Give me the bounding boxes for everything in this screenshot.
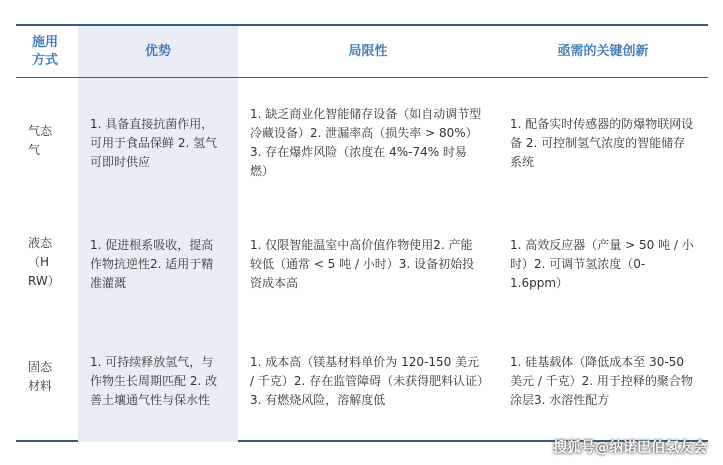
row-method: 气态气 bbox=[28, 124, 53, 157]
row-limitation: 1. 仅限智能温室中高价值作物使用2. 产能较低（通常 < 5 吨 / 小时）3. 设备初始投资成本高 bbox=[250, 237, 475, 290]
watermark-text: 搜狐号@纳诺巴伯氢友会 bbox=[553, 440, 707, 456]
row-innovation: 1. 硅基载体（降低成本至 30-50 美元 / 千克）2. 用于控释的聚合物涂层3. 水溶性配方 bbox=[510, 354, 693, 407]
table-header-row bbox=[16, 26, 708, 78]
table-row-liquid bbox=[16, 208, 708, 320]
row-innovation: 1. 配备实时传感器的防爆物联网设备 2. 可控制氢气浓度的智能储存系统 bbox=[510, 116, 694, 169]
row-advantage: 1. 促进根系吸收，提高作物抗逆性2. 适用于精准灌溉 bbox=[78, 208, 238, 320]
row-limitation: 1. 缺乏商业化智能储存设备（如自动调节型冷藏设备）2. 泄漏率高（损失率 > 80%）3. 存在爆炸风险（浓度在 4%-74% 时易燃） bbox=[250, 107, 482, 178]
comparison-table bbox=[16, 24, 708, 442]
header-method: 施用方式 bbox=[32, 34, 59, 68]
row-innovation: 1. 高效反应器（产量 > 50 吨 / 小时）2. 可调节氢浓度（0-1.6ppm） bbox=[510, 237, 694, 290]
table-row-gas bbox=[16, 78, 708, 208]
table-row-solid bbox=[16, 320, 708, 442]
header-innovation: 亟需的关键创新 bbox=[557, 43, 649, 59]
header-limitation: 局限性 bbox=[348, 43, 388, 59]
row-advantage: 1. 具备直接抗菌作用，可用于食品保鲜 2. 氢气可即时供应 bbox=[78, 78, 238, 208]
row-advantage: 1. 可持续释放氢气，与作物生长周期匹配 2. 改善土壤通气性与保水性 bbox=[78, 320, 238, 442]
row-limitation: 1. 成本高（镁基材料单价为 120-150 美元 / 千克）2. 存在监管障碍（未获得肥料认证）3. 有燃烧风险，溶解度低 bbox=[250, 354, 484, 407]
row-method: 液态（HRW） bbox=[28, 236, 60, 288]
row-method: 固态材料 bbox=[28, 360, 53, 393]
header-advantage: 优势 bbox=[78, 26, 238, 77]
